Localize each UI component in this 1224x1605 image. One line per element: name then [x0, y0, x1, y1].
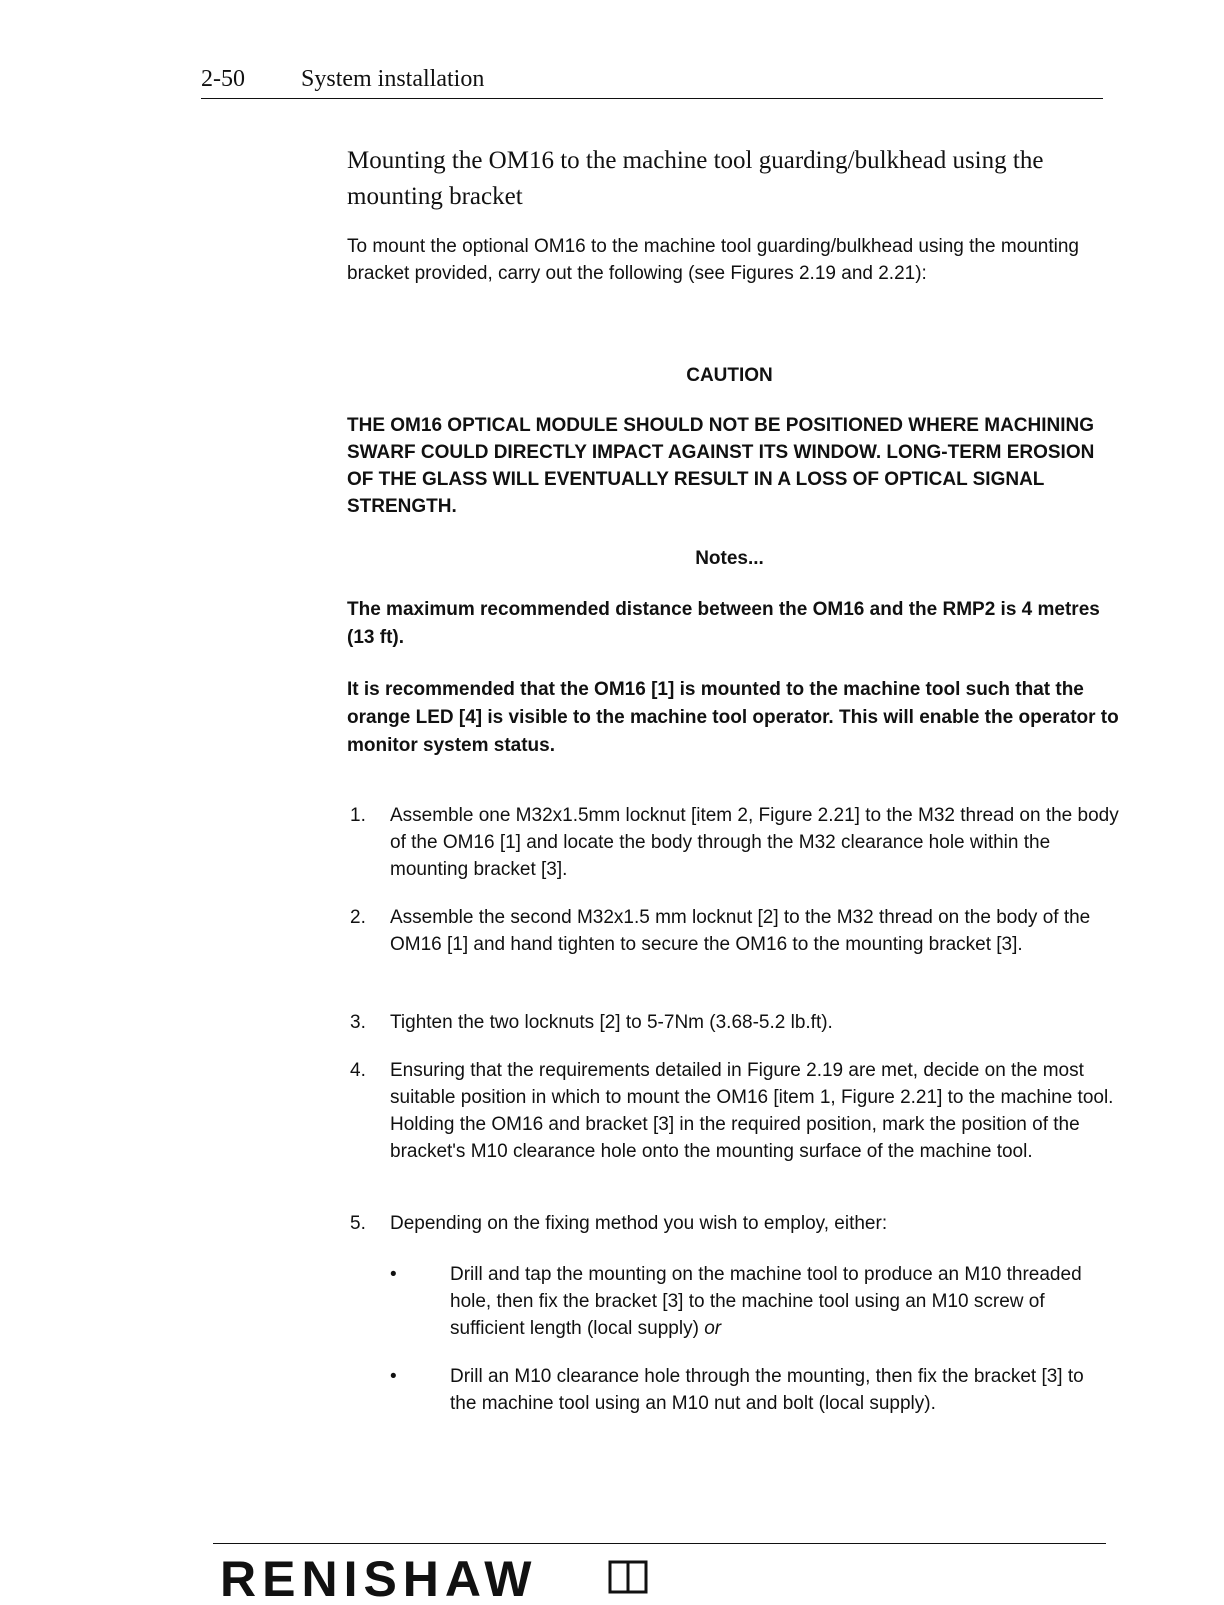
bullet-item [390, 1363, 1110, 1417]
step-item [350, 904, 1120, 958]
note-item: The maximum recommended distance between the OM16 and the RMP2 is 4 metres (13 ft). [347, 599, 1100, 648]
step-text: Ensuring that the requirements detailed in Figure 2.19 are met, decide on the most suitable position in which to mount the OM16 [item 1, Figure 2.21] to the machine tool. Holding the OM16 and bracket [3] in the required position, mark the position of the bracket's M10 clearance hole onto the mounting surface of the machine tool. [390, 1060, 1114, 1162]
step-item [350, 1057, 1120, 1165]
step-number: 5. [350, 1213, 366, 1234]
page-header [201, 64, 1103, 99]
step-number: 4. [350, 1060, 366, 1081]
page-number: 2-50 [201, 66, 245, 92]
notes-title: Notes... [695, 548, 764, 569]
step-number: 1. [350, 805, 366, 826]
step-item [350, 1009, 1120, 1036]
note-item: It is recommended that the OM16 [1] is mounted to the machine tool such that the orange LED [4] is visible to the machine tool operator. This will enable the operator to monitor system status. [347, 679, 1119, 756]
bullet-item [390, 1261, 1110, 1342]
page-title: Mounting the OM16 to the machine tool guarding/bulkhead using the mounting bracket [347, 147, 1044, 210]
logo-text: RENISHAW [220, 1551, 538, 1605]
bullet-icon: • [390, 1366, 397, 1387]
logo-mark [220, 1551, 660, 1605]
step-number: 3. [350, 1012, 366, 1033]
step-item [350, 802, 1120, 883]
step-text: Assemble one M32x1.5mm locknut [item 2, Figure 2.21] to the M32 thread on the body of the OM16 [1] and locate the body through the M32 clearance hole within the mounting bracket [3]. [390, 805, 1119, 880]
step-number: 2. [350, 907, 366, 928]
caution-body: THE OM16 OPTICAL MODULE SHOULD NOT BE POSITIONED WHERE MACHINING SWARF COULD DIRECTLY IMPACT AGAINST ITS WINDOW. LONG-TERM EROSION OF THE GLASS WILL EVENTUALLY RESULT IN A LOSS OF OPTICAL SIGNAL STRENGTH. [347, 415, 1095, 517]
bullet-text: Drill an M10 clearance hole through the mounting, then fix the bracket [3] to the machine tool using an M10 nut and bolt (local supply). [450, 1366, 1084, 1414]
bullet-text: Drill and tap the mounting on the machine tool to produce an M10 threaded hole, then fix the bracket [3] to the machine tool using an M10 screw of sufficient length (local supply) or [450, 1264, 1082, 1339]
bullet-icon: • [390, 1264, 397, 1285]
step-text: Tighten the two locknuts [2] to 5-7Nm (3.68-5.2 lb.ft). [390, 1012, 833, 1033]
renishaw-logo [220, 1551, 660, 1605]
bullet-suffix: or [704, 1318, 722, 1339]
intro-paragraph: To mount the optional OM16 to the machine tool guarding/bulkhead using the mounting bracket provided, carry out the following (see Figures 2.19 and 2.21): [347, 236, 1079, 284]
step-text: Assemble the second M32x1.5 mm locknut [2] to the M32 thread on the body of the OM16 [1] and hand tighten to secure the OM16 to the mounting bracket [3]. [390, 907, 1091, 955]
caution-title: CAUTION [686, 365, 773, 386]
step-item [350, 1210, 1120, 1237]
section-title: System installation [301, 66, 485, 92]
step-text: Depending on the fixing method you wish to employ, either: [390, 1213, 888, 1234]
footer-divider [213, 1543, 1106, 1544]
